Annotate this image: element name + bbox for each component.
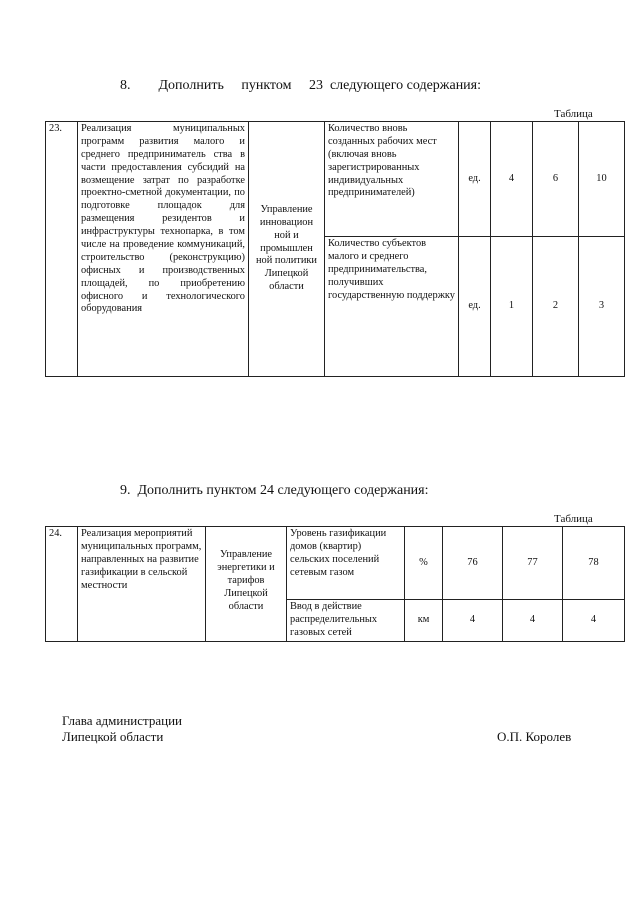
indicator-value-1: 1 — [491, 237, 533, 377]
indicator-value-3: 3 — [579, 237, 625, 377]
section-8-heading: 8. Дополнить пунктом 23 следующего содержания: — [120, 78, 482, 93]
item-number: 23. — [46, 122, 78, 377]
table-label-9: Таблица — [554, 513, 593, 525]
item-description: Реализация муниципальных программ развития малого и среднего предприниматель ства в части предоставления субсидий на возмещение затрат по разработке проектно-сметной документации, по подготовке площадок для размещения резидентов и инфраструктуры технопарка, в том числе на проведение коммуникаций, строительство (реконструкцию) офисных и производственных площадей, по приобретению офисного и технологического оборудования — [78, 122, 249, 377]
indicator-value-3: 4 — [563, 600, 625, 642]
indicator-unit: ед. — [459, 122, 491, 237]
indicator-value-1: 76 — [443, 527, 503, 600]
indicator-value-1: 4 — [443, 600, 503, 642]
indicator-unit: км — [405, 600, 443, 642]
indicator-value-2: 6 — [533, 122, 579, 237]
indicator-name: Количество вновь созданных рабочих мест (включая вновь зарегистрированных индивидуальных предпринимателей) — [325, 122, 459, 237]
signature-title-line-2: Липецкой области — [62, 729, 164, 745]
item-executor: Управление инновацион ной и промышлен ной политики Липецкой области — [249, 122, 325, 377]
indicator-name: Количество субъектов малого и среднего предпринимательства, получивших государственную поддержку — [325, 237, 459, 377]
indicator-value-1: 4 — [491, 122, 533, 237]
item-executor: Управление энергетики и тарифов Липецкой области — [206, 527, 287, 642]
signature-title-line-1: Глава администрации — [62, 713, 183, 728]
table-item-24 — [45, 526, 625, 642]
table-label-8: Таблица — [554, 108, 593, 120]
indicator-name: Уровень газификации домов (квартир) сельских поселений сетевым газом — [287, 527, 405, 600]
signature-name: О.П. Королев — [497, 729, 572, 744]
item-number: 24. — [46, 527, 78, 642]
indicator-name: Ввод в действие распределительных газовых сетей — [287, 600, 405, 642]
indicator-value-2: 77 — [503, 527, 563, 600]
item-description: Реализация мероприятий муниципальных программ, направленных на развитие газификации в сельской местности — [78, 527, 206, 642]
indicator-value-2: 2 — [533, 237, 579, 377]
indicator-unit: % — [405, 527, 443, 600]
section-9-heading: 9. Дополнить пунктом 24 следующего содержания: — [120, 483, 429, 498]
signature-title — [62, 713, 182, 746]
indicator-unit: ед. — [459, 237, 491, 377]
indicator-value-2: 4 — [503, 600, 563, 642]
indicator-value-3: 10 — [579, 122, 625, 237]
indicator-value-3: 78 — [563, 527, 625, 600]
table-item-23 — [45, 121, 625, 377]
